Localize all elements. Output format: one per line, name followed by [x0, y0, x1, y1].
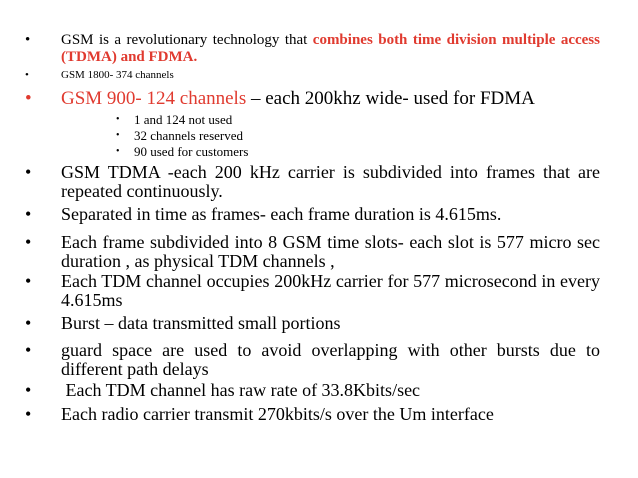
bullet-icon: • [116, 146, 120, 157]
bullet-icon: • [116, 130, 120, 141]
bullet-text: 90 used for customers [134, 144, 249, 159]
bullet-text-plain: GSM is a revolutionary technology that [61, 32, 313, 48]
bullet-icon: • [25, 232, 32, 252]
bullet-text: GSM TDMA -each 200 kHz carrier is subdivided into frames that are repeated continuously. [61, 162, 600, 201]
bullet-text: Each radio carrier transmit 270kbits/s over the Um interface [61, 404, 494, 424]
bullet-icon: • [116, 114, 120, 125]
bullet-icon: • [25, 404, 32, 424]
bullet-icon: • [25, 313, 32, 333]
bullet-text-plain: – each 200khz wide- used for FDMA [246, 88, 535, 109]
bullet-icon: • [25, 69, 29, 81]
highlight-text-tdma-fdma: combines both time division multiple access (TDMA) and FDMA. [61, 32, 600, 65]
bullet-text: Burst – data transmitted small portions [61, 313, 341, 333]
bullet-text [61, 32, 600, 66]
bullet-text: Each TDM channel has raw rate of 33.8Kbits/sec [61, 380, 421, 400]
bullet-text [61, 88, 600, 110]
highlight-text-gsm-900: GSM 900- 124 channels [61, 88, 247, 109]
bullet-text: Each frame subdivided into 8 GSM time slots- each slot is 577 micro sec duration , as physical TDM channels , [61, 232, 600, 271]
bullet-icon: • [25, 340, 32, 360]
bullet-text: 32 channels reserved [134, 128, 244, 143]
bullet-text: guard space are used to avoid overlapping with other bursts due to different path delays [61, 340, 600, 379]
bullet-icon: • [25, 204, 32, 224]
bullet-icon: • [25, 32, 31, 48]
bullet-icon: • [25, 162, 32, 182]
bullet-text: Separated in time as frames- each frame duration is 4.615ms. [61, 204, 502, 224]
bullet-text: 1 and 124 not used [134, 112, 233, 127]
bullet-icon: • [25, 88, 32, 109]
bullet-text: GSM 1800- 374 channels [61, 69, 174, 81]
bullet-icon: • [25, 271, 32, 291]
bullet-text: Each TDM channel occupies 200kHz carrier for 577 microsecond in every 4.615ms [61, 271, 600, 310]
bullet-icon: • [25, 380, 32, 400]
